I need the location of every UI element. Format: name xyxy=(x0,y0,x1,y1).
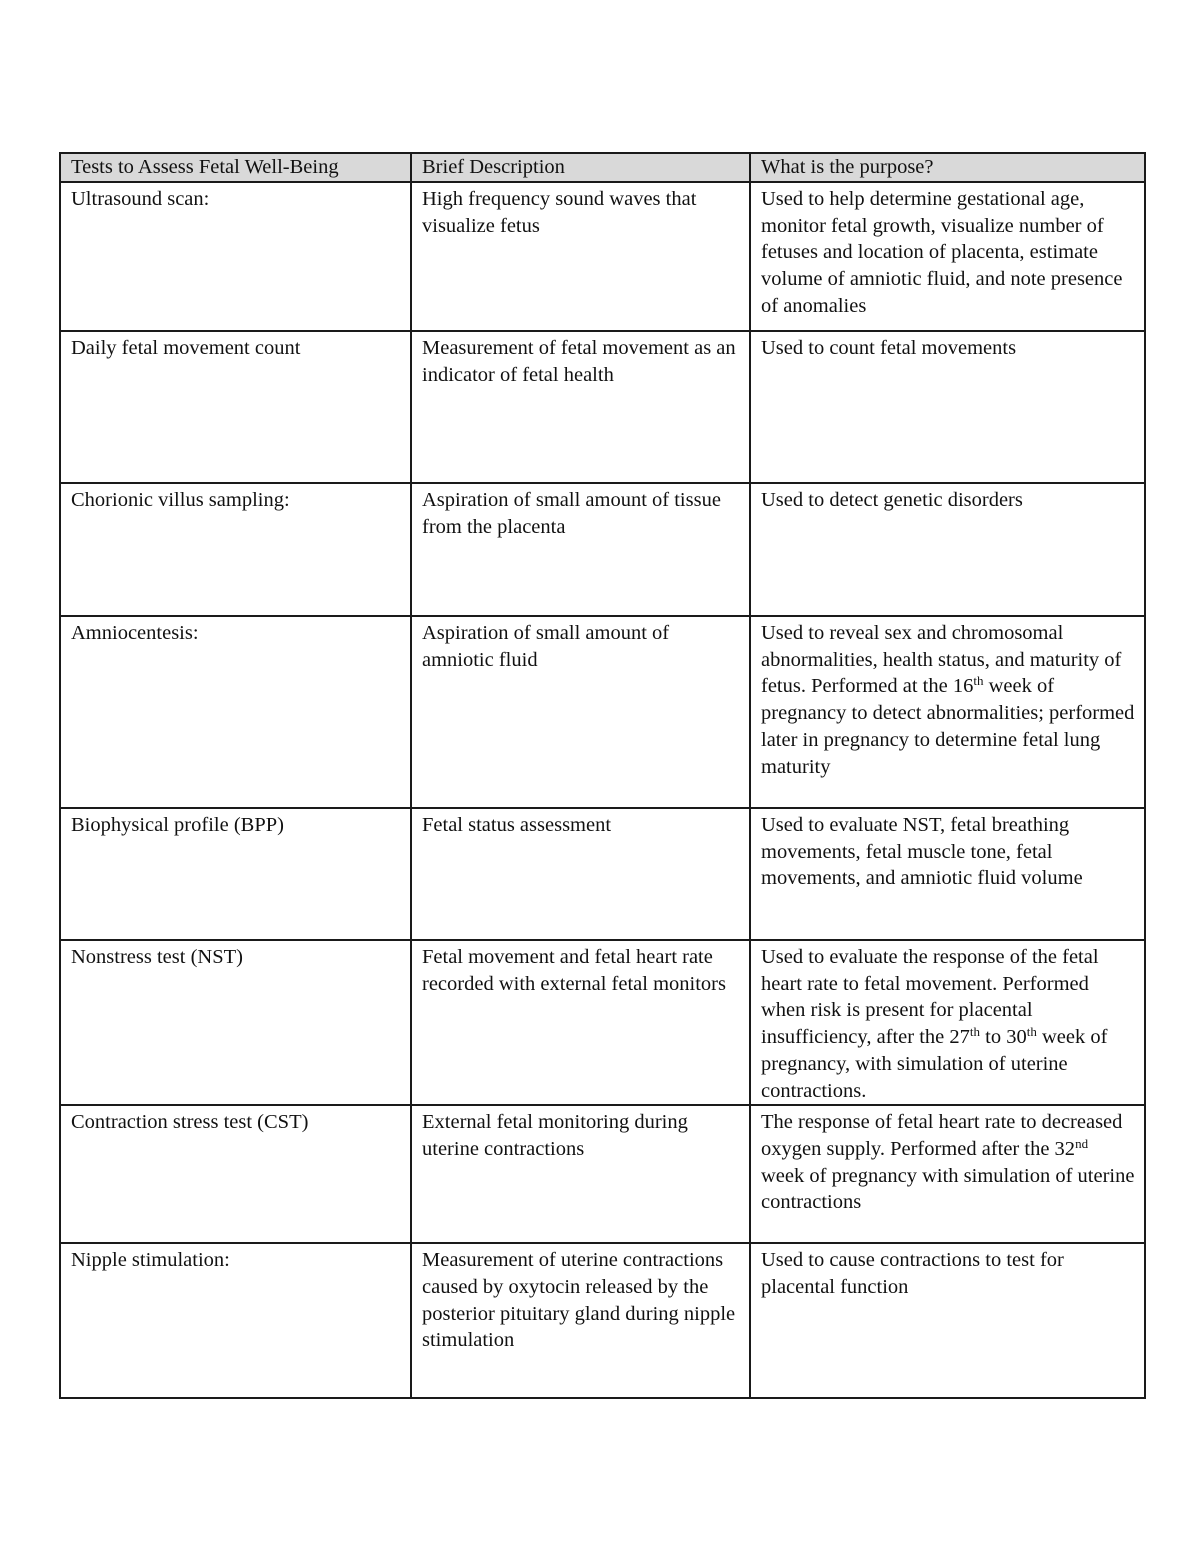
test-name-cell: Contraction stress test (CST) xyxy=(60,1105,411,1243)
purpose-cell xyxy=(750,616,1145,808)
description-cell: Fetal status assessment xyxy=(411,808,750,940)
description-cell: Aspiration of small amount of tissue from the placenta xyxy=(411,483,750,616)
header-description: Brief Description xyxy=(411,153,750,182)
purpose-text: Used to evaluate the response of the fetal heart rate to fetal movement. Performed when risk is present for placental insufficiency, after the 27 xyxy=(761,946,1099,1049)
purpose-text: week of pregnancy to detect abnormalities; performed later in pregnancy to determine fetal lung maturity xyxy=(761,675,1135,778)
test-name-cell: Biophysical profile (BPP) xyxy=(60,808,411,940)
table-row xyxy=(60,182,1145,331)
table-row xyxy=(60,483,1145,616)
purpose-text: Used to reveal sex and chromosomal abnormalities, health status, and maturity of fetus. Performed at the 16 xyxy=(761,622,1122,698)
purpose-cell xyxy=(750,940,1145,1105)
purpose-text: week of pregnancy with simulation of uterine contractions xyxy=(761,1164,1135,1214)
header-purpose: What is the purpose? xyxy=(750,153,1145,182)
purpose-cell: Used to cause contractions to test for placental function xyxy=(750,1243,1145,1398)
description-cell: Fetal movement and fetal heart rate recorded with external fetal monitors xyxy=(411,940,750,1105)
ordinal-suffix: th xyxy=(1026,1024,1037,1040)
purpose-cell: Used to help determine gestational age, monitor fetal growth, visualize number of fetuses and location of placenta, estimate volume of amniotic fluid, and note presence of anomalies xyxy=(750,182,1145,331)
fetal-tests-table xyxy=(59,152,1146,1399)
test-name-cell: Nonstress test (NST) xyxy=(60,940,411,1105)
description-cell: Measurement of uterine contractions caused by oxytocin released by the posterior pituitary gland during nipple stimulation xyxy=(411,1243,750,1398)
test-name-cell: Amniocentesis: xyxy=(60,616,411,808)
table-row xyxy=(60,1243,1145,1398)
ordinal-suffix: th xyxy=(969,1024,981,1040)
description-cell: Aspiration of small amount of amniotic fluid xyxy=(411,616,750,808)
test-name-cell: Ultrasound scan: xyxy=(60,182,411,331)
table-row xyxy=(60,808,1145,940)
purpose-text: The response of fetal heart rate to decreased oxygen supply. Performed after the 32 xyxy=(761,1111,1123,1160)
purpose-text: week of pregnancy, with simulation of uterine contractions. xyxy=(761,1026,1108,1102)
purpose-cell xyxy=(750,1105,1145,1243)
ordinal-suffix: th xyxy=(973,673,984,689)
description-cell: External fetal monitoring during uterine contractions xyxy=(411,1105,750,1243)
table-header-row xyxy=(60,153,1145,182)
table-row xyxy=(60,940,1145,1105)
purpose-cell: Used to evaluate NST, fetal breathing movements, fetal muscle tone, fetal movements, and amniotic fluid volume xyxy=(750,808,1145,940)
purpose-cell: Used to count fetal movements xyxy=(750,331,1145,483)
table-row xyxy=(60,616,1145,808)
purpose-text: to 30 xyxy=(980,1026,1027,1049)
purpose-cell: Used to detect genetic disorders xyxy=(750,483,1145,616)
header-test: Tests to Assess Fetal Well-Being xyxy=(60,153,411,182)
description-cell: High frequency sound waves that visualize fetus xyxy=(411,182,750,331)
description-cell: Measurement of fetal movement as an indicator of fetal health xyxy=(411,331,750,483)
test-name-cell: Daily fetal movement count xyxy=(60,331,411,483)
test-name-cell: Nipple stimulation: xyxy=(60,1243,411,1398)
table-row xyxy=(60,331,1145,483)
ordinal-suffix: nd xyxy=(1075,1135,1089,1151)
table-row xyxy=(60,1105,1145,1243)
test-name-cell: Chorionic villus sampling: xyxy=(60,483,411,616)
